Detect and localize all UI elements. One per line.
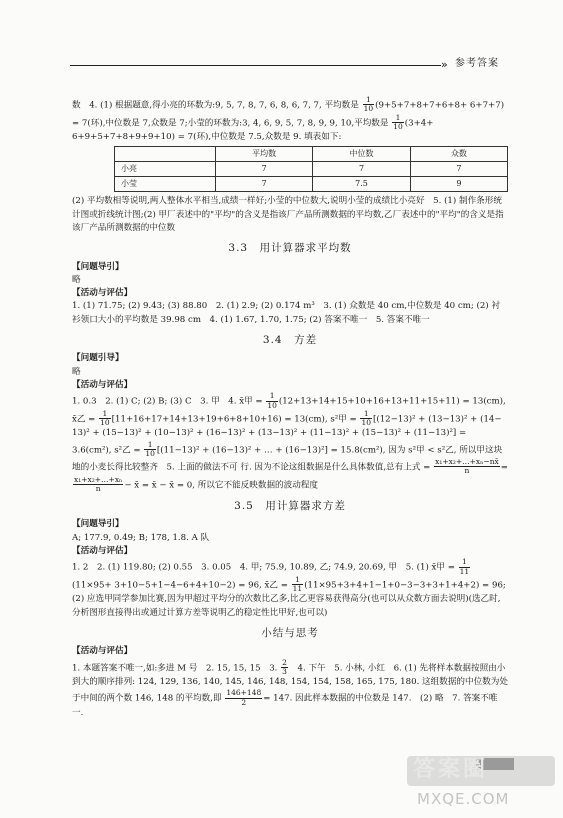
table-cell: 7 [216, 177, 313, 192]
guide-heading: 【问题导引】 [72, 261, 124, 272]
math-text: [11+16+17+14+13+19+6+8+10+16) = 13(cm), s²甲 = [111, 414, 357, 425]
section-title-3-5: 3.5 用计算器求方差 [234, 500, 346, 513]
table-header-cell: 众数 [410, 147, 507, 162]
math-text: 1. 本题答案不唯一,如:多进 M 号 2. 15, 15, 15 3. [72, 662, 278, 673]
eval-heading: 【活动与评估】 [72, 379, 133, 390]
fraction: $\frac{1}{10}$ [145, 439, 155, 458]
table-cell: 9 [410, 177, 507, 192]
math-text: = [500, 462, 508, 473]
fraction: $\frac{1}{10}$ [363, 95, 374, 114]
fraction: $\frac{1}{10}$ [361, 408, 371, 428]
math-text: [(12−13)² + (13−13)² + (14− [372, 414, 502, 425]
q4-text-4: (3+4+ [404, 117, 434, 128]
q4-text-1: 数 4. (1) 根据题意,得小亮的环数为:9, 5, 7, 8, 7, 6, 8, 6, 7, 7, 平均数是 [72, 100, 359, 111]
watermark-title: 答案圈 [413, 757, 489, 782]
math-text: 3+10−5+1−4−6+4+10−2) = 96, x̄乙 = [114, 580, 288, 591]
q4-text-5: 6+9+5+7+8+9+9+10) = 7(环),中位数是 7.5,众数是 9. 填表如下: [72, 132, 342, 142]
guide-text: 略 [72, 366, 81, 377]
math-text: 1. 2 2. (1) 119.80; (2) 0.55 3. 0.05 4. 甲; 75.9, 10.89, 乙; 74.9, 20.69, 甲 5. (1) x̄甲 = [72, 562, 455, 573]
math-text: 13)² + (15−13)² + (10−13)² + (16−13)² + (13−13)² + (11−13)² + (15−13)² + (11−13)²] = 3.6(cm²), [72, 428, 467, 455]
table-cell: 7 [410, 162, 507, 177]
table-cell: 小亮 [115, 162, 216, 177]
q4-5-answer: (2) 平均数相等说明,两人整体水平相当,成绩一样好;小莹的中位数大,说明小莹的成绩比小亮好 5. (1) 制作条形统计图或折线统计图;(2) 甲厂表述中的"平均"的含义是指该厂产品所测数据的平均数,乙厂表述中的"平均"的含义是指该厂产品所测数据的中位数 [72, 196, 504, 233]
eval-heading: 【活动与评估】 [72, 646, 133, 657]
guide-text: A; 177.9, 0.49; B; 178, 1.8. A 队 [72, 532, 210, 543]
math-text: = 147. 因此样本数据的中位数是 147. (2) 略 7. 答案不唯一. [72, 693, 498, 718]
table-cell: 7 [216, 162, 313, 177]
double-chevron-icon: » [441, 58, 448, 71]
eval-heading: 【活动与评估】 [72, 288, 133, 299]
guide-heading: 【问题引导】 [72, 353, 124, 364]
q4-paragraph [72, 96, 508, 144]
table-header-row [115, 147, 508, 162]
watermark-url: MXQE.COM [417, 790, 510, 808]
header-title: 参考答案 [455, 58, 499, 69]
section-title-3-4: 3.4 方差 [262, 334, 318, 347]
table-cell: 小莹 [115, 177, 216, 192]
section-3-3-answers: 1. (1) 71.75; (2) 9.43; (3) 88.80 2. (1) 2.9; (2) 0.174 m³ 3. (1) 众数是 40 cm,中位数是 40 cm; (2) 衬衫领口大小的平均数是 39.98 cm 4. (1) 1.67, 1.70, 1.75; (2) 答案不唯一 5. 答案不唯一 [72, 301, 500, 325]
fraction: $\frac{2}{3}$ [282, 657, 287, 676]
math-text: 行. 因为不论这组数据是什么具体数值,总有上式 = [240, 462, 431, 473]
math-text: (11×95+ [72, 580, 112, 591]
math-text: s²乙 = [114, 444, 141, 455]
eval-heading: 【活动与评估】 [72, 545, 133, 556]
watermark-logo [407, 756, 555, 806]
math-text: 4. 下午 5. 小林, 小红 6. (1) 先将样本数据按照由小到大的顺序排列: 124, 129, 136, 140, 145, 146, 148, 154, 154, 158, 165, 175, 180. 这组数据的中位数为处于中间的两个数 146, 148 的平均数,即 [72, 662, 508, 704]
page-content [72, 96, 508, 720]
math-text: x̄乙 = [72, 414, 96, 425]
header-rule [70, 65, 441, 66]
fraction: $\frac{1}{10}$ [393, 112, 403, 131]
table-row [115, 162, 508, 177]
table-header-cell [115, 147, 216, 162]
fraction: $\frac{1}{10}$ [100, 408, 110, 428]
fraction: $\frac{146+148}{2}$ [226, 688, 262, 707]
q4-text-3: 6+7+7) = 7(环),中位数是 7,众数是 7;小莹的环数为:3, 4, 6, 9, 5, 7, 8, 9, 9, 10,平均数是 [72, 100, 505, 128]
fraction: $\frac{1}{11}$ [459, 557, 470, 576]
math-text: (11×95+3+4+1−1+0−3−3+3+1+4+2) = 96; [304, 580, 506, 591]
section-3-4-answers [72, 392, 508, 493]
section-3-5-answer-2: (2) 应选甲同学参加比赛,因为甲超过平均分的次数比乙多,比乙更容易获得高分(也可以从众数方面去说明)(选乙时,分析图形直接得出或通过计算方差等说明乙的稳定性比甲好,也可以) [72, 594, 501, 618]
table-row [115, 177, 508, 192]
section-title-3-3: 3.3 用计算器求平均数 [228, 242, 352, 255]
stats-table [114, 146, 508, 192]
guide-heading: 【问题导引】 [72, 519, 124, 530]
q4-text-2: (9+5+7+8+7+6+8+ [375, 100, 468, 111]
fraction: $\frac{\text{x₁+x₂+…+xₙ}}{n}$ [74, 474, 123, 493]
table-cell: 7 [313, 162, 410, 177]
table-cell: 7.5 [313, 177, 410, 192]
math-text: 1. 0.3 2. (1) C; (2) B; (3) C 3. 甲 4. x̄甲 = [72, 396, 263, 407]
math-text: 0, 所以它不能反映数据的波动程度 [186, 479, 319, 490]
table-header-cell: 平均数 [216, 147, 313, 162]
math-text: [(11−13)² + (16−13)² + … + (16−13)²] = 15.8(cm²), 因为 s²甲 < s²乙, 所以甲这块地的小麦长得比较整齐 5. 上面的做法不可 [72, 444, 503, 473]
fraction: $\frac{1}{11}$ [292, 574, 303, 594]
section-title-summary: 小结与思考 [261, 626, 319, 639]
section-3-5-answers [72, 558, 508, 593]
summary-answers [72, 659, 508, 721]
fraction: $\frac{\text{x₁+x₂+…+xₙ−nx̄}}{n}$ [435, 457, 499, 476]
table-header-cell: 中位数 [313, 147, 410, 162]
fraction: $\frac{1}{10}$ [267, 391, 277, 410]
math-text: (12+13+14+15+10+16+13+11+15+11) = 13(cm), [278, 396, 506, 407]
guide-text: 略 [72, 274, 81, 285]
math-text: − x̄ = x̄ − x̄ = [124, 479, 185, 490]
